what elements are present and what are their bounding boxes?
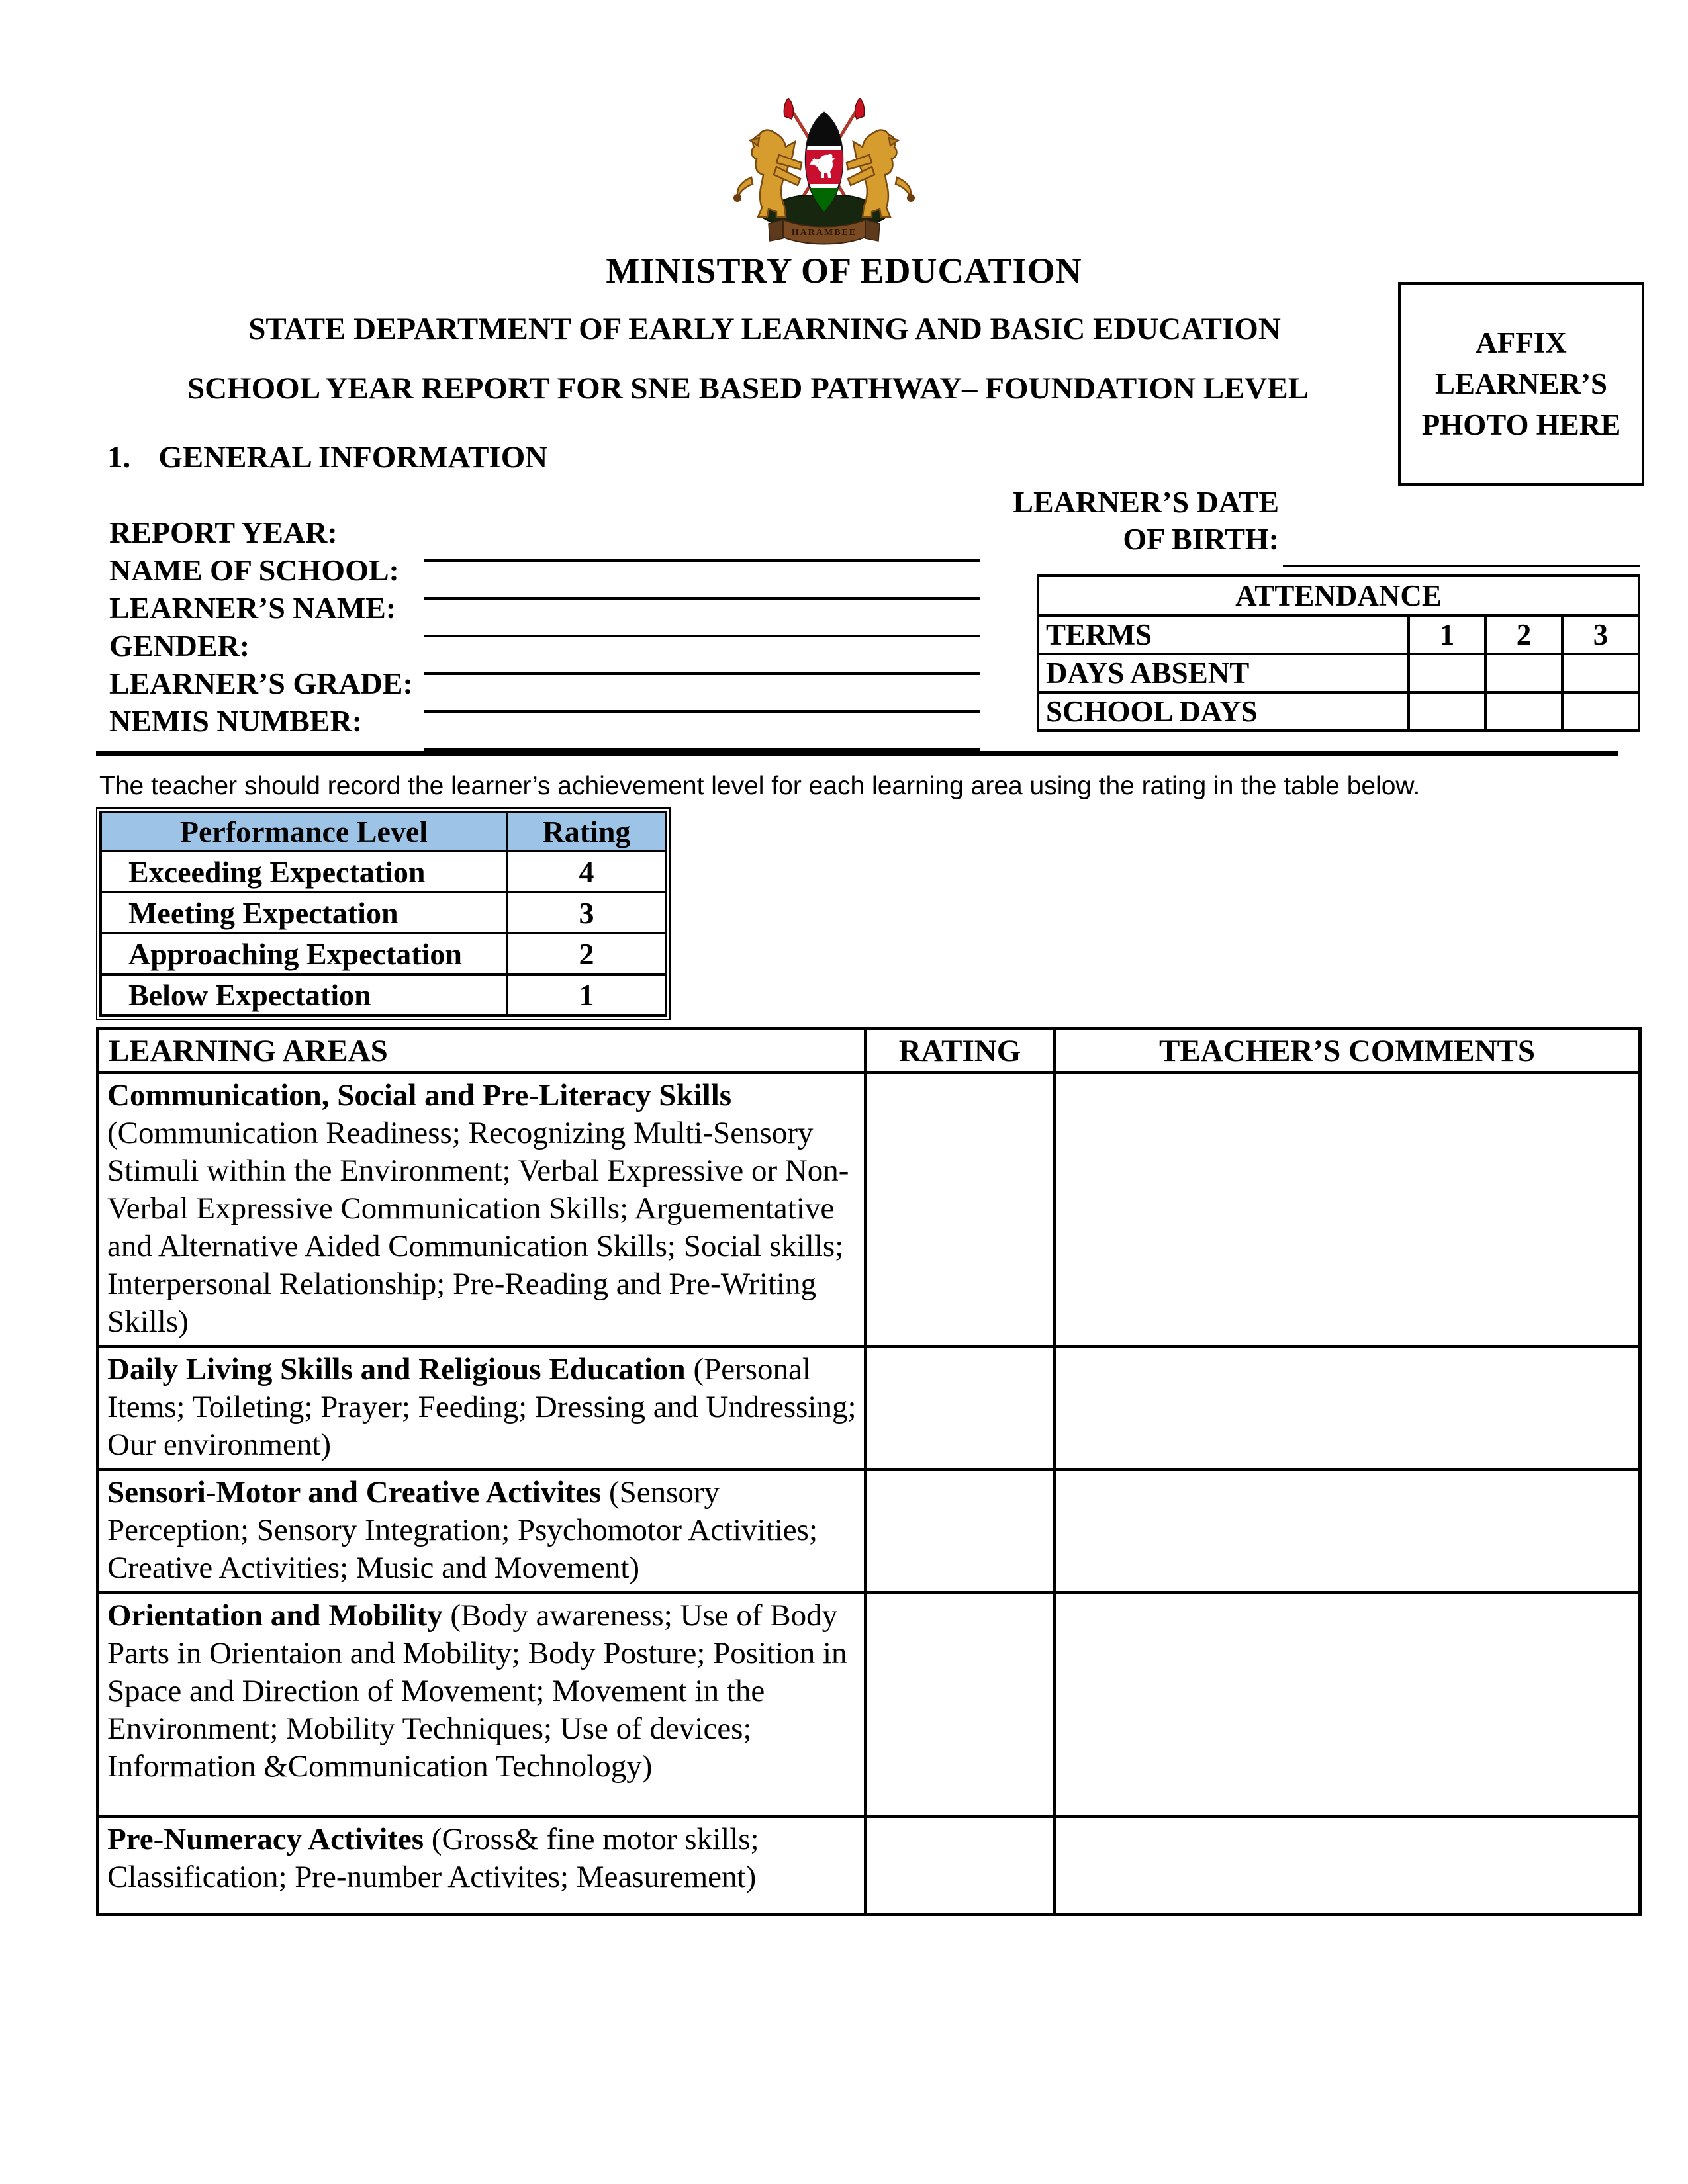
performance-rating: 2 <box>507 933 666 974</box>
performance-level: Meeting Expectation <box>101 892 507 933</box>
attendance-cell <box>1409 692 1485 731</box>
learning-areas-header: LEARNING AREAS <box>98 1029 866 1073</box>
photo-box <box>1398 282 1644 486</box>
table-row <box>98 1073 1640 1347</box>
learning-area-detail: (Communication Readiness; Recognizing Multi-Sensory Stimuli within the Environment; Verbal Expressive or Non-Verbal Expressive Communication Skills; Arguementative and Alternative Aided Communication Skills; Social skills; Interpersonal Relationship; Pre-Reading and Pre-Writing Skills) <box>107 1116 849 1339</box>
table-row <box>1038 615 1639 654</box>
comments-cell <box>1055 1470 1640 1593</box>
table-row <box>98 1470 1640 1593</box>
field-underline-learners-name <box>424 635 980 637</box>
performance-table <box>99 811 667 1017</box>
ministry-title: MINISTRY OF EDUCATION <box>606 251 1082 291</box>
field-label-learners-name: LEARNER’S NAME: <box>109 591 397 625</box>
coat-of-arms-graphic <box>731 98 917 249</box>
performance-rating: 1 <box>507 974 666 1015</box>
attendance-terms-label: TERMS <box>1038 615 1409 654</box>
attendance-table <box>1037 574 1640 732</box>
table-row <box>98 1029 1640 1073</box>
performance-level-header: Performance Level <box>101 812 507 851</box>
section-general-information <box>107 439 547 475</box>
learning-area-detail: (Body awareness; Use of Body Parts in Orientaion and Mobility; Body Posture; Position in Space and Direction of Movement; Movement in the Environment; Mobility Techniques; Use of devices; Information &Communication Technology) <box>107 1598 847 1784</box>
section-number: 1. <box>107 440 131 475</box>
comments-cell <box>1055 1593 1640 1817</box>
rating-header: Rating <box>507 812 666 851</box>
rating-cell <box>866 1817 1055 1915</box>
section-title: GENERAL INFORMATION <box>158 440 548 475</box>
rating-cell <box>866 1593 1055 1817</box>
table-row <box>1038 654 1639 692</box>
rating-column-header: RATING <box>866 1029 1055 1073</box>
field-underline-learners-grade <box>424 710 980 713</box>
table-row <box>101 933 666 974</box>
learning-area-pre-numeracy <box>98 1817 866 1915</box>
report-title: SCHOOL YEAR REPORT FOR SNE BASED PATHWAY– FOUNDATION LEVEL <box>187 371 1309 406</box>
attendance-days-absent-label: DAYS ABSENT <box>1038 654 1409 692</box>
learning-area-sensori-motor <box>98 1470 866 1593</box>
learning-area-daily-living <box>98 1347 866 1470</box>
photo-box-label: AFFIX LEARNER’S PHOTO HERE <box>1421 326 1621 441</box>
attendance-cell <box>1485 654 1562 692</box>
field-label-name-of-school: NAME OF SCHOOL: <box>109 553 399 587</box>
field-label-report-year: REPORT YEAR: <box>109 516 338 549</box>
learning-area-title: Communication, Social and Pre-Literacy Skills <box>107 1078 732 1113</box>
attendance-cell <box>1562 654 1639 692</box>
dob-label <box>947 484 1279 558</box>
table-row <box>1038 692 1639 731</box>
table-row <box>101 974 666 1015</box>
teachers-comments-header: TEACHER’S COMMENTS <box>1055 1029 1640 1073</box>
dob-label-line2: OF BIRTH: <box>1123 522 1279 556</box>
attendance-term-2: 2 <box>1485 615 1562 654</box>
rating-cell <box>866 1470 1055 1593</box>
performance-level: Exceeding Expectation <box>101 851 507 892</box>
learning-area-detail: (Personal Items; Toileting; Prayer; Feeding; Dressing and Undressing; Our environment) <box>107 1352 857 1462</box>
performance-rating: 4 <box>507 851 666 892</box>
learning-area-title: Sensori-Motor and Creative Activites <box>107 1475 602 1510</box>
table-row <box>101 812 666 851</box>
learning-area-detail: (Gross& fine motor skills; Classification; Pre-number Activites; Measurement) <box>107 1822 759 1894</box>
performance-rating: 3 <box>507 892 666 933</box>
table-row <box>98 1347 1640 1470</box>
attendance-header: ATTENDANCE <box>1038 576 1639 615</box>
dob-underline <box>1283 565 1640 567</box>
attendance-cell <box>1562 692 1639 731</box>
attendance-cell <box>1485 692 1562 731</box>
field-underline-report-year <box>424 559 980 562</box>
performance-table-wrapper <box>96 807 671 1020</box>
table-row <box>98 1817 1640 1915</box>
rating-cell <box>866 1073 1055 1347</box>
comments-cell <box>1055 1073 1640 1347</box>
field-underline-gender <box>424 672 980 675</box>
field-label-nemis-number: NEMIS NUMBER: <box>109 704 363 738</box>
learning-area-title: Orientation and Mobility <box>107 1598 443 1633</box>
field-underline-name-of-school <box>424 597 980 600</box>
crest-motto: HARAMBEE <box>791 228 857 238</box>
rating-cell <box>866 1347 1055 1470</box>
attendance-term-3: 3 <box>1562 615 1639 654</box>
attendance-term-1: 1 <box>1409 615 1485 654</box>
field-label-gender: GENDER: <box>109 629 250 662</box>
learning-area-title: Pre-Numeracy Activites <box>107 1822 424 1856</box>
learning-areas-table <box>96 1027 1642 1916</box>
section-divider <box>96 751 1618 756</box>
table-row <box>101 851 666 892</box>
learning-area-communication <box>98 1073 866 1347</box>
learning-area-detail: (Sensory Perception; Sensory Integration; Psychomotor Activities; Creative Activities; Music and Movement) <box>107 1475 818 1585</box>
performance-level: Below Expectation <box>101 974 507 1015</box>
table-row <box>101 892 666 933</box>
attendance-cell <box>1409 654 1485 692</box>
learning-area-title: Daily Living Skills and Religious Education <box>107 1352 686 1387</box>
comments-cell <box>1055 1817 1640 1915</box>
kenya-coat-of-arms <box>731 98 917 249</box>
learning-area-orientation-mobility <box>98 1593 866 1817</box>
table-row <box>98 1593 1640 1817</box>
field-label-learners-grade: LEARNER’S GRADE: <box>109 666 413 700</box>
instruction-text: The teacher should record the learner’s achievement level for each learning area using the rating in the table below. <box>99 772 1421 800</box>
performance-level: Approaching Expectation <box>101 933 507 974</box>
table-row <box>1038 576 1639 615</box>
dob-label-line1: LEARNER’S DATE <box>1013 485 1279 519</box>
attendance-school-days-label: SCHOOL DAYS <box>1038 692 1409 731</box>
comments-cell <box>1055 1347 1640 1470</box>
department-title: STATE DEPARTMENT OF EARLY LEARNING AND BASIC EDUCATION <box>248 312 1281 346</box>
